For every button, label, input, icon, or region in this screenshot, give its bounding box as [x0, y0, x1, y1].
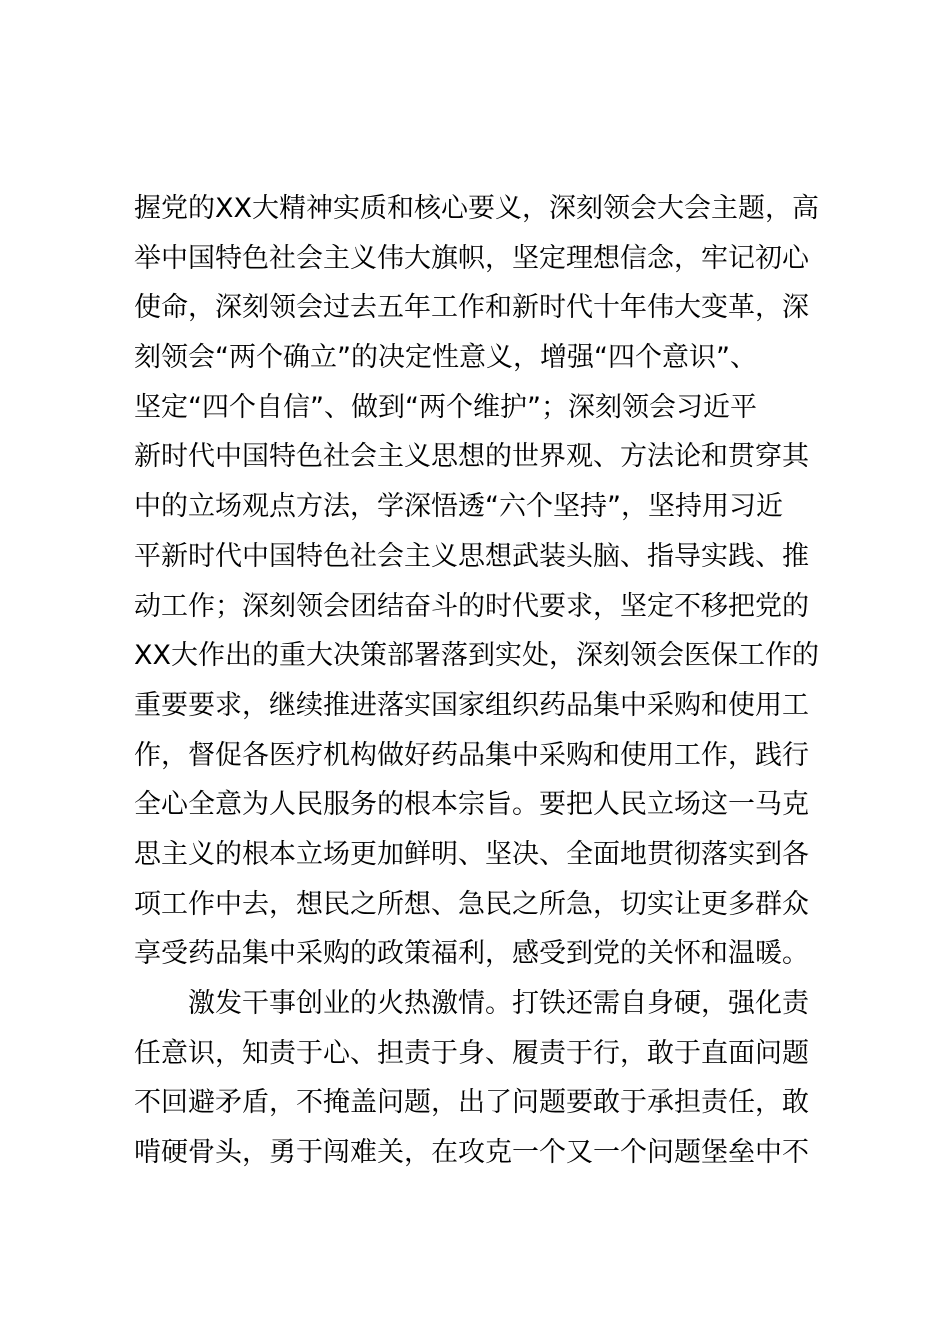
text-line: 使命，深刻领会过去五年工作和新时代十年伟大变革，深	[134, 292, 809, 324]
paragraph-start-line: 激发干事创业的火热激情。打铁还需自身硬，强化责	[188, 988, 809, 1019]
text-line: 举中国特色社会主义伟大旗帜，坚定理想信念，牢记初心	[134, 242, 809, 274]
text-line: 作，督促各医疗机构做好药品集中采购和使用工作，践行	[134, 739, 809, 771]
text-line: 平新时代中国特色社会主义思想武装头脑、指导实践、推	[134, 540, 809, 572]
text-line: 刻领会“两个确立”的决定性意义，增强“四个意识”、	[134, 342, 757, 374]
text-line: 新时代中国特色社会主义思想的世界观、方法论和贯穿其	[134, 441, 809, 473]
text-line: 坚定“四个自信”、做到“两个维护”；深刻领会习近平	[134, 391, 757, 423]
text-line: 重要要求，继续推进落实国家组织药品集中采购和使用工	[134, 689, 809, 721]
text-line: 任意识，知责于心、担责于身、履责于行，敢于直面问题	[134, 1037, 809, 1069]
text-line: 项工作中去，想民之所想、急民之所急，切实让更多群众	[134, 888, 809, 920]
text-line: 中的立场观点方法，学深悟透“六个坚持”，坚持用习近	[134, 491, 783, 523]
text-line: 啃硬骨头，勇于闯难关，在攻克一个又一个问题堡垒中不	[134, 1137, 809, 1169]
text-line: 握党的XX大精神实质和核心要义，深刻领会大会主题，高	[134, 193, 819, 224]
body-text	[134, 184, 854, 1178]
text-line: 动工作；深刻领会团结奋斗的时代要求，坚定不移把党的	[134, 590, 809, 622]
text-line: 思主义的根本立场更加鲜明、坚决、全面地贯彻落实到各	[134, 838, 809, 870]
text-line: 享受药品集中采购的政策福利，感受到党的关怀和温暖。	[134, 938, 809, 970]
text-line: 全心全意为人民服务的根本宗旨。要把人民立场这一马克	[134, 789, 809, 821]
text-line: XX大作出的重大决策部署落到实处，深刻领会医保工作的	[134, 640, 819, 672]
text-line: 不回避矛盾，不掩盖问题，出了问题要敢于承担责任，敢	[134, 1087, 809, 1119]
